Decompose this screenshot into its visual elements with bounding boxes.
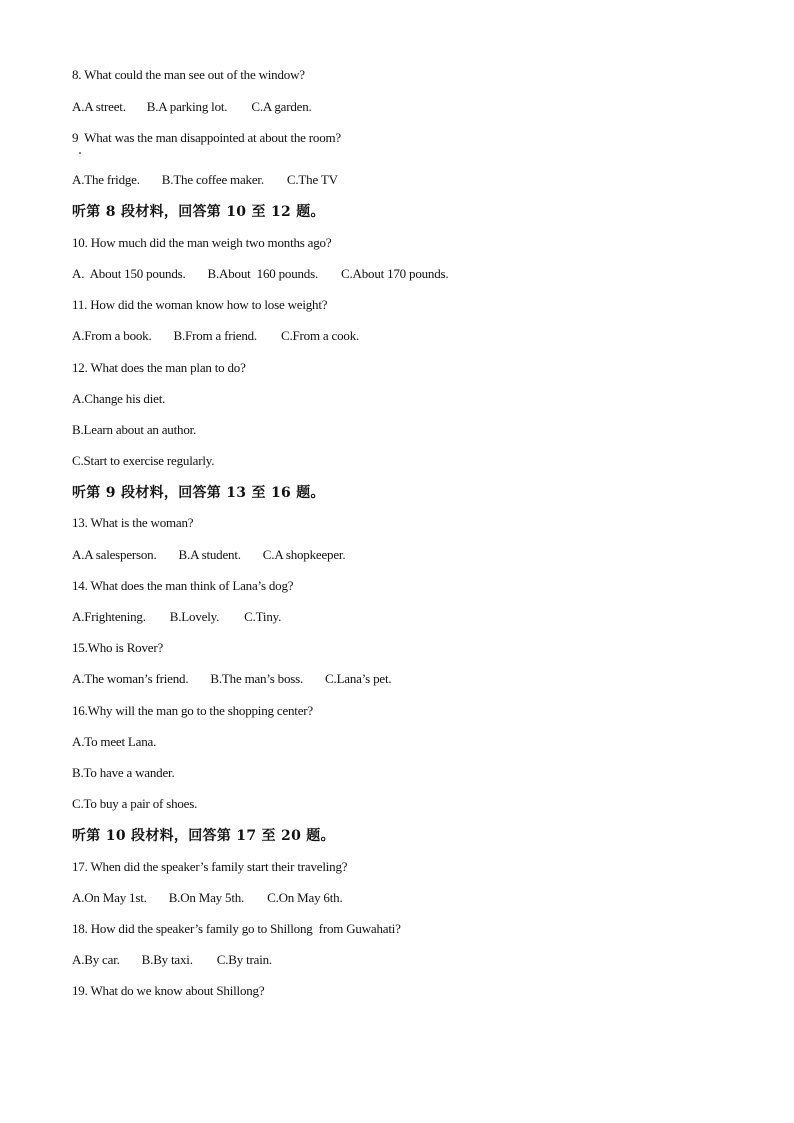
- question-line: 12. What does the man plan to do?: [72, 360, 246, 375]
- question-line: B.To have a wander.: [72, 765, 175, 780]
- answer-options: [72, 172, 338, 188]
- answer-options: [72, 547, 345, 563]
- answer-option: B.Lovely.: [169, 609, 220, 624]
- question-line: C.Start to exercise regularly.: [72, 453, 215, 468]
- answer-option: A.Frightening.: [72, 609, 146, 624]
- answer-option: B.By taxi.: [141, 952, 193, 967]
- answer-option: B.The man’s boss.: [210, 671, 304, 686]
- answer-options: [72, 952, 272, 968]
- question-line: 19. What do we know about Shillong?: [72, 983, 265, 998]
- answer-options: [72, 890, 343, 906]
- question-line: 8. What could the man see out of the window?: [72, 67, 305, 82]
- question-line: 14. What does the man think of Lana’s dog?: [72, 578, 294, 593]
- question-line: A.To meet Lana.: [72, 734, 157, 749]
- answer-option: C.About 170 pounds.: [341, 266, 449, 281]
- answer-option: B.A student.: [178, 547, 241, 562]
- section-heading: 听第 8 段材料，回答第 10 至 12 题。: [72, 204, 325, 220]
- answer-option: B.The coffee maker.: [161, 172, 264, 187]
- question-line: 10. How much did the man weigh two months ago?: [72, 235, 332, 250]
- answer-option: C.From a cook.: [280, 328, 360, 343]
- answer-option: A.A street.: [72, 99, 126, 114]
- answer-option: C.On May 6th.: [267, 890, 343, 905]
- question-line: 18. How did the speaker’s family go to Shillong from Guwahati?: [72, 921, 401, 936]
- answer-option: B.About 160 pounds.: [207, 266, 319, 281]
- question-line: B.Learn about an author.: [72, 422, 197, 437]
- answer-option: C.The TV: [286, 172, 338, 187]
- answer-options: [72, 266, 448, 282]
- answer-options: [72, 671, 391, 687]
- answer-option: A. About 150 pounds.: [72, 266, 186, 281]
- answer-option: C.A shopkeeper.: [262, 547, 346, 562]
- question-line: 15.Who is Rover?: [72, 640, 164, 655]
- section-heading: 听第 9 段材料，回答第 13 至 16 题。: [72, 485, 325, 501]
- answer-option: C.Lana’s pet.: [325, 671, 392, 686]
- question-line: 13. What is the woman?: [72, 515, 194, 530]
- answer-options: [72, 99, 312, 115]
- answer-option: A.The woman’s friend.: [72, 671, 189, 686]
- question-line: C.To buy a pair of shoes.: [72, 796, 198, 811]
- answer-option: A.By car.: [72, 952, 120, 967]
- question-line: 17. When did the speaker’s family start their traveling?: [72, 859, 348, 874]
- answer-option: C.A garden.: [251, 99, 312, 114]
- answer-option: A.A salesperson.: [72, 547, 157, 562]
- answer-option: A.On May 1st.: [72, 890, 147, 905]
- answer-option: A.From a book.: [72, 328, 152, 343]
- answer-option: B.A parking lot.: [146, 99, 228, 114]
- question-line: 9 What was the man disappointed at about the room?: [72, 130, 341, 145]
- answer-option: A.The fridge.: [72, 172, 140, 187]
- answer-options: [72, 328, 359, 344]
- answer-option: C.Tiny.: [244, 609, 282, 624]
- answer-option: B.On May 5th.: [168, 890, 245, 905]
- question-line: 11. How did the woman know how to lose weight?: [72, 297, 328, 312]
- question-line: 16.Why will the man go to the shopping center?: [72, 703, 313, 718]
- answer-option: C.By train.: [216, 952, 272, 967]
- question-line: A.Change his diet.: [72, 391, 166, 406]
- answer-option: B.From a friend.: [173, 328, 257, 343]
- answer-options: [72, 609, 281, 625]
- stray-dot-mark: [79, 152, 81, 154]
- section-heading: 听第 10 段材料，回答第 17 至 20 题。: [72, 828, 335, 844]
